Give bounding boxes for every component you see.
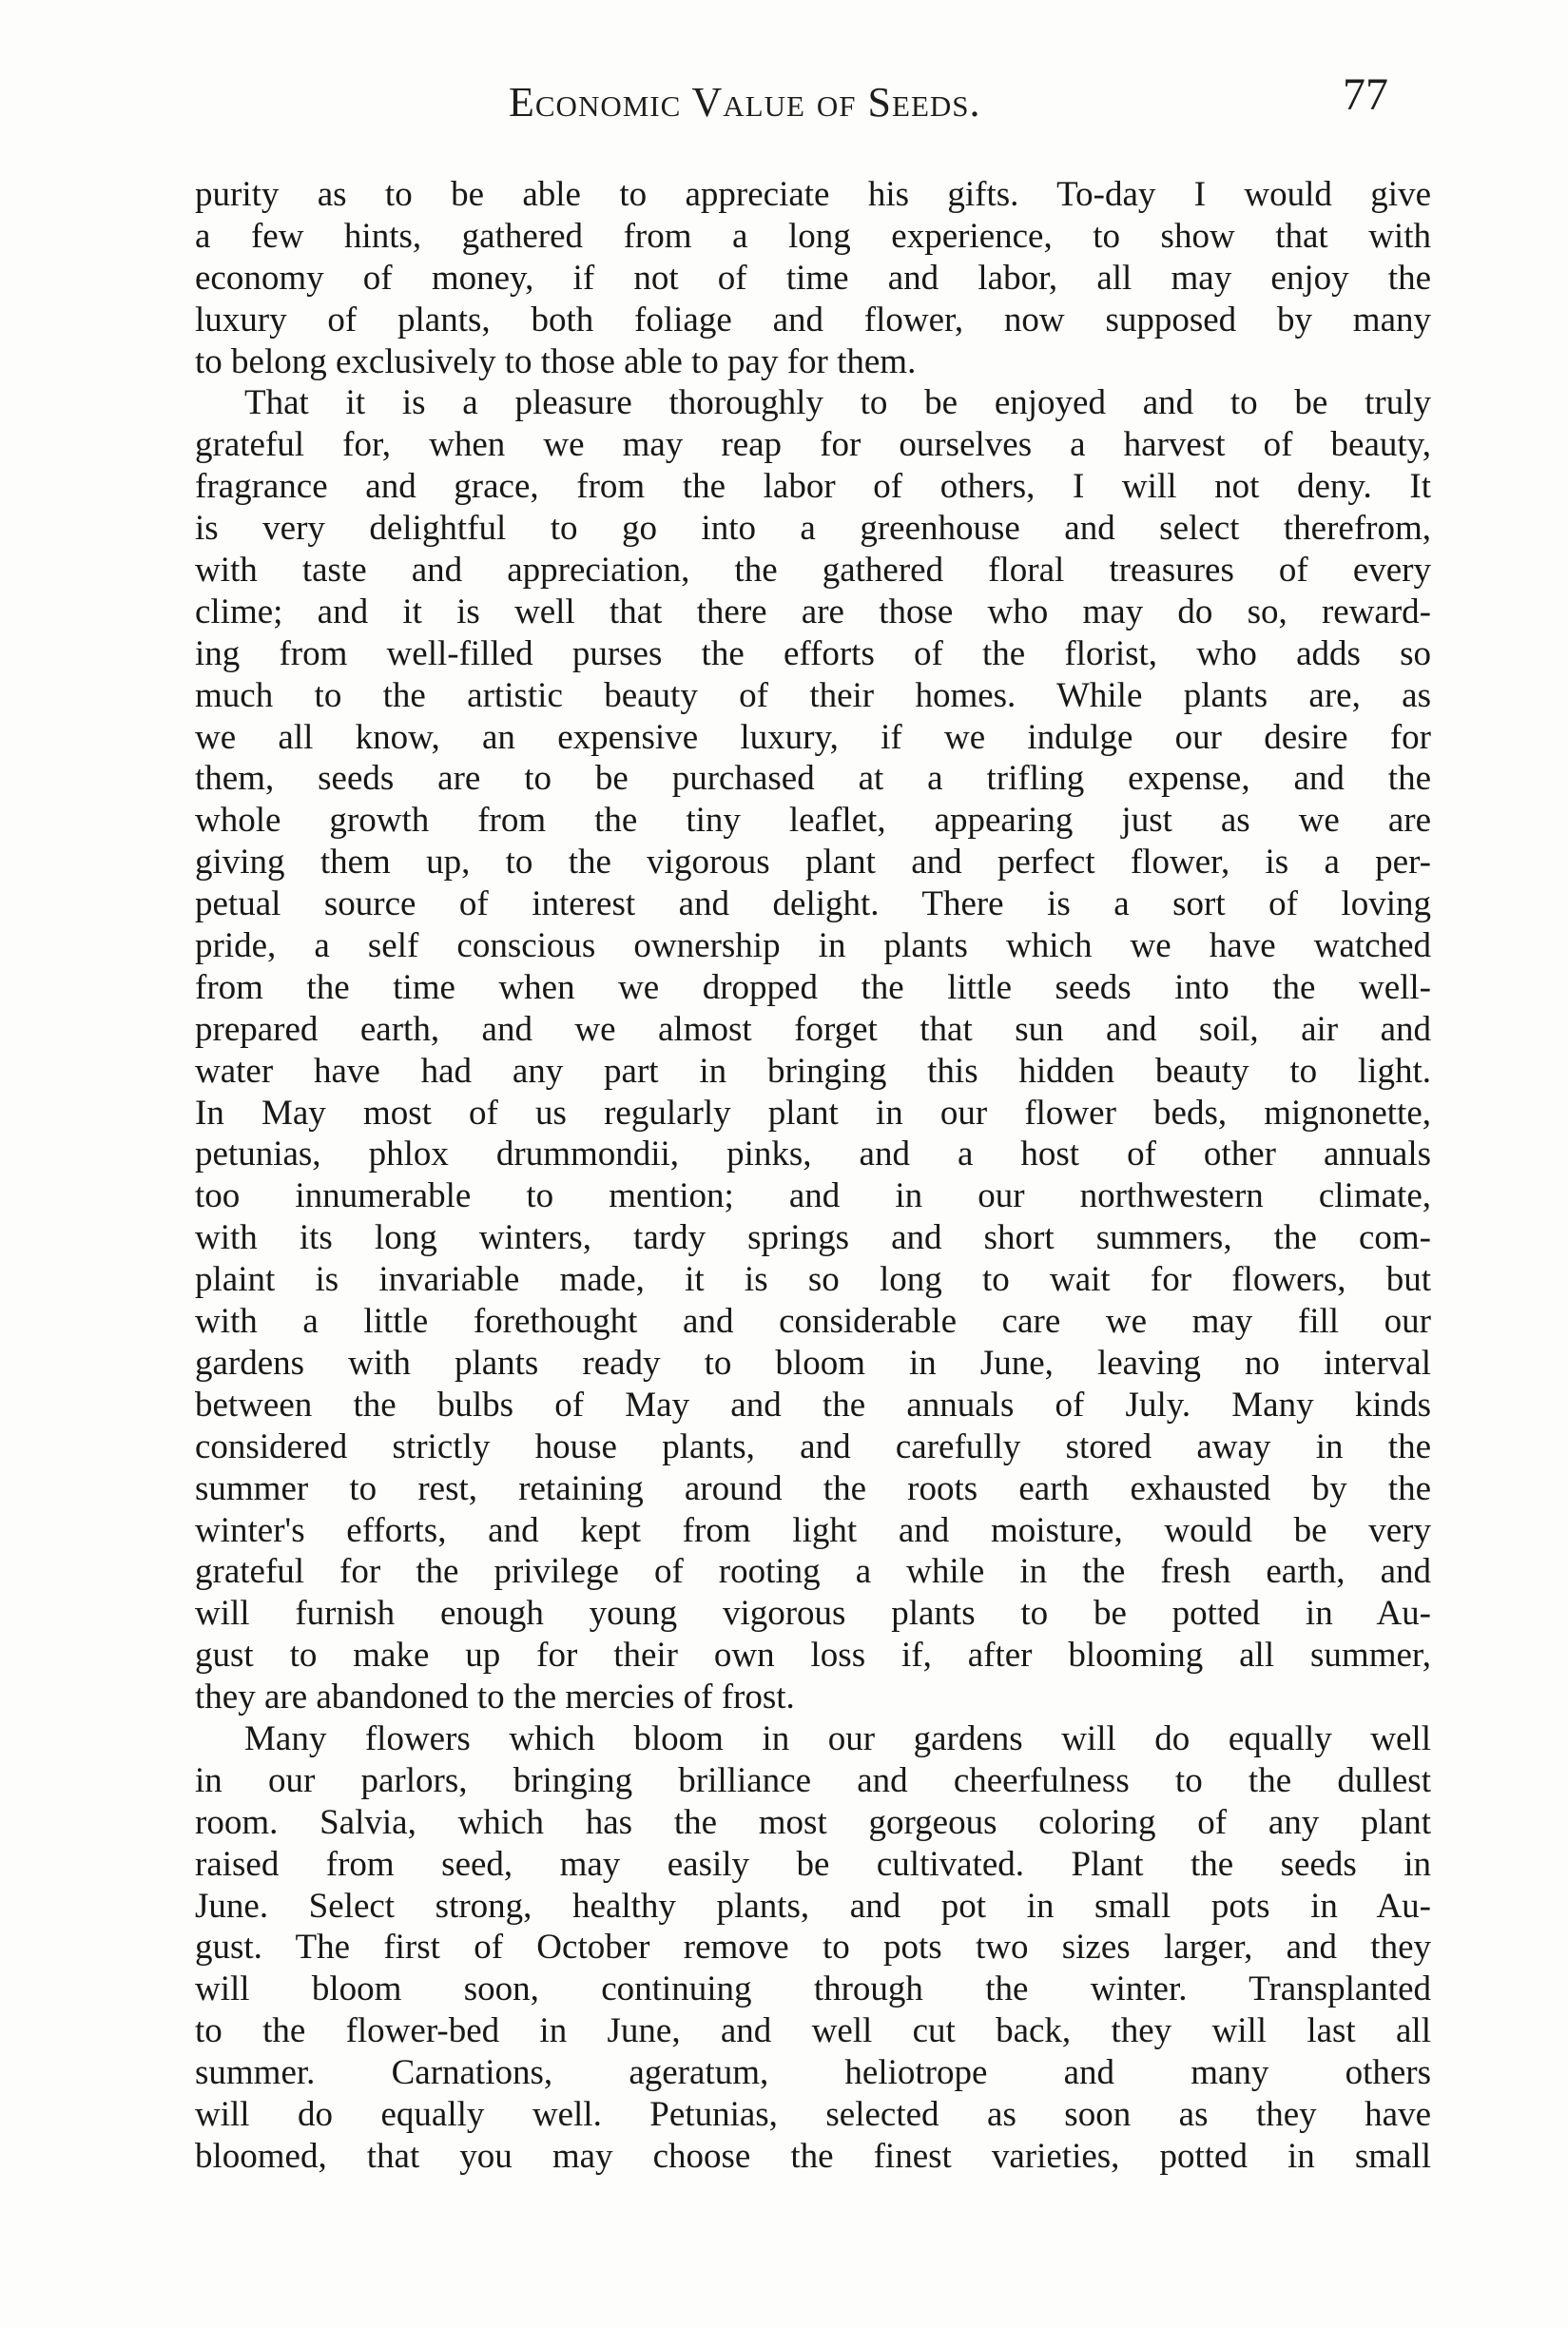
body-text: [195, 174, 1431, 2178]
text-line: they are abandoned to the mercies of frost.: [195, 1678, 795, 1717]
text-line: pride, a self conscious ownership in plants which we have watched: [195, 926, 1431, 966]
text-line: much to the artistic beauty of their homes. While plants are, as: [195, 675, 1431, 715]
text-line: water have had any part in bringing this hidden beauty to light.: [195, 1051, 1431, 1091]
text-line: raised from seed, may easily be cultivated. Plant the seeds in: [195, 1844, 1431, 1884]
text-line: between the bulbs of May and the annuals of July. Many kinds: [195, 1385, 1431, 1425]
text-line: prepared earth, and we almost forget that sun and soil, air and: [195, 1009, 1431, 1049]
text-line: a few hints, gathered from a long experience, to show that with: [195, 216, 1431, 256]
text-line: economy of money, if not of time and labor, all may enjoy the: [195, 258, 1431, 298]
text-line: with taste and appreciation, the gathered floral treasures of every: [195, 551, 1431, 591]
text-line: will do equally well. Petunias, selected as soon as they have: [195, 2094, 1431, 2134]
text-line: too innumerable to mention; and in our northwestern climate,: [195, 1176, 1431, 1216]
text-line: to belong exclusively to those able to pay for them.: [195, 341, 917, 381]
text-line: June. Select strong, healthy plants, and pot in small pots in Au-: [195, 1886, 1431, 1926]
text-line: considered strictly house plants, and carefully stored away in the: [195, 1426, 1431, 1466]
text-line: luxury of plants, both foliage and flower, now supposed by many: [195, 300, 1431, 340]
text-line: giving them up, to the vigorous plant and perfect flower, is a per-: [195, 843, 1431, 883]
text-line: will bloom soon, continuing through the winter. Transplanted: [195, 1969, 1431, 2009]
text-line: In May most of us regularly plant in our flower beds, mignonette,: [195, 1093, 1431, 1133]
text-line: gust to make up for their own loss if, after blooming all summer,: [195, 1636, 1431, 1676]
text-line: ing from well-filled purses the efforts of the florist, who adds so: [195, 633, 1431, 673]
text-line: in our parlors, bringing brilliance and cheerfulness to the dullest: [195, 1760, 1431, 1800]
text-line: room. Salvia, which has the most gorgeous coloring of any plant: [195, 1802, 1431, 1842]
page-number: 77: [1343, 69, 1388, 120]
text-line: to the flower-bed in June, and well cut back, they will last all: [195, 2011, 1431, 2051]
text-line: from the time when we dropped the little seeds into the well-: [195, 967, 1431, 1007]
text-line: Many flowers which bloom in our gardens will do equally well: [244, 1718, 1431, 1758]
text-line: That it is a pleasure thoroughly to be enjoyed and to be truly: [244, 383, 1431, 423]
text-line: petual source of interest and delight. There is a sort of loving: [195, 884, 1431, 924]
text-line: grateful for the privilege of rooting a while in the fresh earth, and: [195, 1552, 1431, 1592]
text-line: purity as to be able to appreciate his gifts. To-day I would give: [195, 175, 1431, 214]
text-line: is very delightful to go into a greenhouse and select therefrom,: [195, 509, 1431, 549]
text-line: plaint is invariable made, it is so long to wait for flowers, but: [195, 1260, 1431, 1300]
text-line: grateful for, when we may reap for ourselves a harvest of beauty,: [195, 425, 1431, 465]
text-line: winter's efforts, and kept from light and moisture, would be very: [195, 1510, 1431, 1550]
text-line: will furnish enough young vigorous plants to be potted in Au-: [195, 1594, 1431, 1634]
running-head: [190, 68, 1407, 135]
text-line: petunias, phlox drummondii, pinks, and a host of other annuals: [195, 1135, 1431, 1174]
running-title: Economic Value of Seeds.: [509, 79, 981, 126]
text-line: whole growth from the tiny leaflet, appearing just as we are: [195, 801, 1431, 841]
text-line: bloomed, that you may choose the finest varieties, potted in small: [195, 2136, 1431, 2176]
text-line: summer to rest, retaining around the roots earth exhausted by the: [195, 1468, 1431, 1508]
text-line: clime; and it is well that there are those who may do so, reward-: [195, 592, 1431, 631]
text-line: gust. The first of October remove to pots two sizes larger, and they: [195, 1928, 1431, 1968]
text-line: summer. Carnations, ageratum, heliotrope and many others: [195, 2053, 1431, 2093]
text-line: with its long winters, tardy springs and short summers, the com-: [195, 1218, 1431, 1258]
text-line: them, seeds are to be purchased at a trifling expense, and the: [195, 759, 1431, 799]
text-line: gardens with plants ready to bloom in June, leaving no interval: [195, 1343, 1431, 1383]
text-line: we all know, an expensive luxury, if we indulge our desire for: [195, 717, 1431, 757]
text-line: fragrance and grace, from the labor of others, I will not deny. It: [195, 467, 1431, 507]
text-line: with a little forethought and considerable care we may fill our: [195, 1302, 1431, 1342]
